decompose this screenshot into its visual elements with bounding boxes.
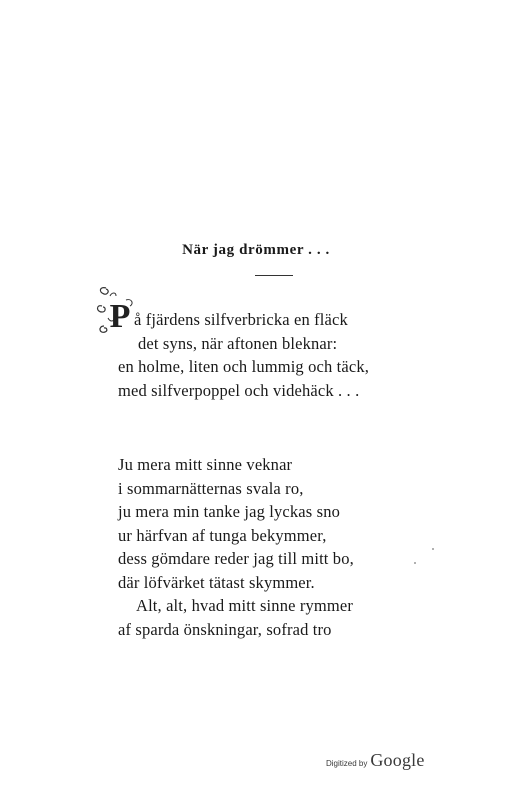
title-rule xyxy=(255,275,293,276)
poem-line: å fjärdens silfverbricka en fläck xyxy=(134,310,348,329)
speck xyxy=(414,562,416,564)
poem-line: med silfverpoppel och videhäck . . . xyxy=(118,380,360,400)
poem-line: Alt, alt, hvad mitt sinne rymmer xyxy=(136,596,353,615)
poem-line: ur härfvan af tunga bekymmer, xyxy=(118,525,327,545)
stanza-1 xyxy=(118,308,369,402)
digitized-label: Digitized by xyxy=(326,759,368,768)
poem-line: dess gömdare reder jag till mitt bo, xyxy=(118,549,354,568)
digitized-watermark xyxy=(326,750,425,771)
poem-title: När jag drömmer . . . xyxy=(182,242,330,258)
poem-line: Ju mera mitt sinne veknar xyxy=(118,455,293,474)
poem-line: af sparda önskningar, sofrad tro xyxy=(118,619,332,639)
poem-line: en holme, liten och lummig och täck, xyxy=(118,357,370,376)
stanza-2 xyxy=(118,453,354,641)
poem-line: ju mera min tanke jag lyckas sno xyxy=(118,502,340,521)
poem-line: där löfvärket tätast skymmer. xyxy=(118,572,315,592)
poem-line: det syns, när aftonen bleknar: xyxy=(138,333,338,353)
dropcap-letter: P xyxy=(109,298,131,335)
poem-line: i sommarnätternas svala ro, xyxy=(118,478,304,498)
speck xyxy=(432,548,434,550)
google-logo: Google xyxy=(370,750,425,770)
